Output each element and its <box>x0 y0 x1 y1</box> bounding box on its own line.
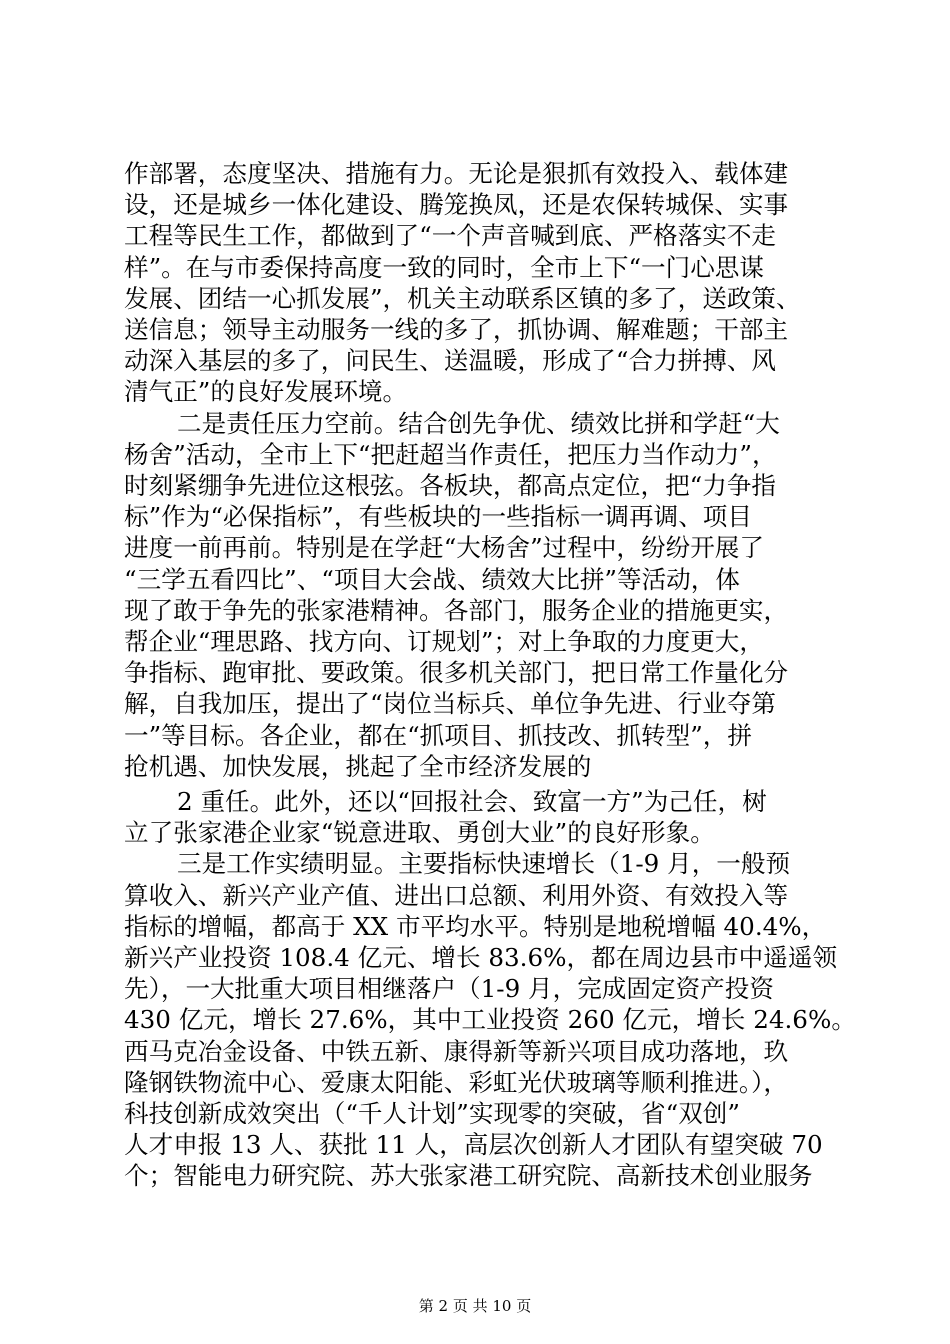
text-line: 标”作为“必保指标”，有些板块的一些指标一调再调、项目 <box>124 502 752 532</box>
text-line: 立了张家港企业家“锐意进取、勇创大业”的良好形象。 <box>124 818 715 848</box>
text-line: 430 亿元，增长 27.6%，其中工业投资 260 亿元，增长 24.6%。 <box>124 1005 856 1035</box>
text-line: 2 重任。此外，还以“回报社会、致富一方”为己任，树 <box>177 787 767 816</box>
text-line: 帮企业“理思路、找方向、订规划”；对上争取的力度更大， <box>124 627 764 656</box>
text-line: 争指标、跑审批、要政策。很多机关部门，把日常工作量化分 <box>124 658 789 688</box>
text-line: 现了敢于争先的张家港精神。各部门，服务企业的措施更实， <box>124 595 789 625</box>
text-line: 送信息；领导主动服务一线的多了，抓协调、解难题；干部主 <box>124 315 789 344</box>
text-line: 二是责任压力空前。结合创先争优、绩效比拼和学赶“大 <box>177 408 780 438</box>
text-line: 西马克冶金设备、中铁五新、康得新等新兴项目成功落地，玖 <box>124 1036 789 1066</box>
text-line: 人才申报 13 人、获批 11 人，高层次创新人才团队有望突破 70 <box>124 1130 823 1160</box>
text-line: 动深入基层的多了，问民生、送温暖，形成了“合力拼搏、风 <box>124 346 777 376</box>
text-line: 杨舍”活动，全市上下“把赶超当作责任，把压力当作动力”， <box>124 439 777 469</box>
text-line: 个；智能电力研究院、苏大张家港工研究院、高新技术创业服务 <box>124 1161 813 1191</box>
text-line: 指标的增幅，都高于 XX 市平均水平。特别是地税增幅 40.4%， <box>124 911 827 941</box>
text-line: 算收入、新兴产业产值、进出口总额、利用外资、有效投入等 <box>124 880 789 910</box>
text-line: 新兴产业投资 108.4 亿元、增长 83.6%，都在周边县市中遥遥领 <box>124 943 838 972</box>
text-line: 进度一前再前。特别是在学赶“大杨舍”过程中，纷纷开展了 <box>124 533 764 563</box>
text-line: 三是工作实绩明显。主要指标快速增长（1-9 月，一般预 <box>177 849 791 879</box>
page-footer: 第 2 页 共 10 页 <box>418 1297 532 1315</box>
text-line: 时刻紧绷争先进位这根弦。各板块，都高点定位，把“力争指 <box>124 471 777 500</box>
text-line: 科技创新成效突出（“千人计划”实现零的突破，省“双创” <box>124 1099 740 1128</box>
text-line: 一”等目标。各企业，都在“抓项目、抓技改、抓转型”，拼 <box>124 720 752 750</box>
text-line: 解，自我加压，提出了“岗位当标兵、单位争先进、行业夺第 <box>124 689 777 719</box>
text-line: 设，还是城乡一体化建设、腾笼换凤，还是农保转城保、实事 <box>124 190 789 220</box>
text-line: 隆钢铁物流中心、爱康太阳能、彩虹光伏玻璃等顺利推进。）， <box>124 1067 789 1097</box>
text-line: 发展、团结一心抓发展”，机关主动联系区镇的多了，送政策、 <box>124 283 801 313</box>
text-line: 先），一大批重大项目相继落户（1-9 月，完成固定资产投资 <box>124 974 774 1004</box>
text-line: 样”。在与市委保持高度一致的同时，全市上下“一门心思谋 <box>124 252 764 282</box>
text-line: 清气正”的良好发展环境。 <box>124 377 408 407</box>
text-line: 抢机遇、加快发展，挑起了全市经济发展的 <box>124 751 592 781</box>
text-line: 工程等民生工作，都做到了“一个声音喊到底、严格落实不走 <box>124 221 777 251</box>
text-line: “三学五看四比”、“项目大会战、绩效大比拼”等活动，体 <box>124 564 740 594</box>
text-line: 作部署，态度坚决、措施有力。无论是狠抓有效投入、载体建 <box>124 159 789 188</box>
